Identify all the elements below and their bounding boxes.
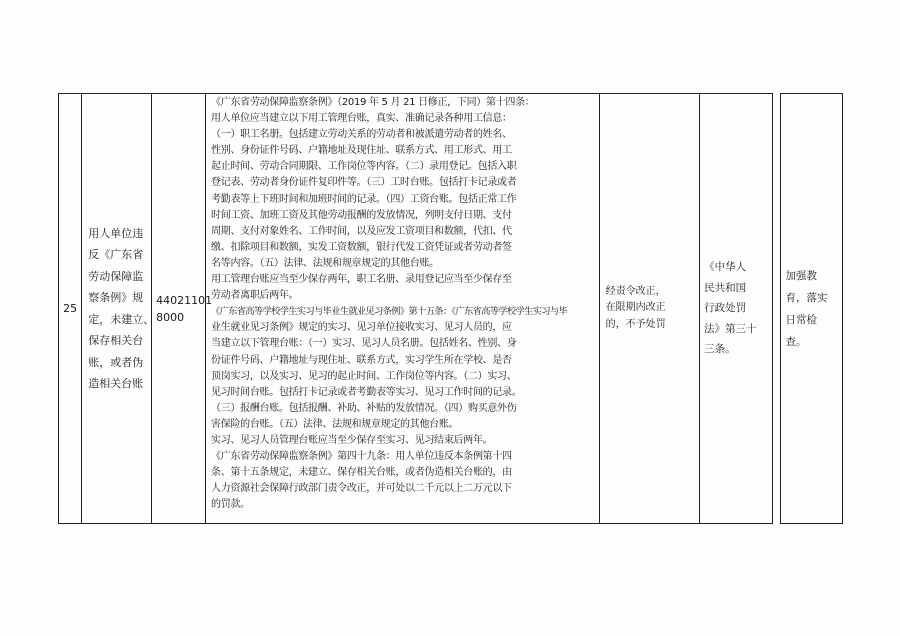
basis-line: 份证件号码、户籍地址与现住址、联系方式，实习学生所在学校、是否 — [211, 354, 512, 366]
basis-line: 考勤表等上下班时间和加班时间的记录。（四）工资台账。包括正常工作 — [211, 193, 517, 205]
item-line: 反《广东省 — [88, 248, 144, 261]
item-line: 察条例》规 — [88, 291, 144, 304]
law-line: 民共和国 — [704, 281, 747, 294]
basis-line: 顶岗实习，以及实习、见习的起止时间、工作岗位等内容。（二）实习、 — [211, 370, 517, 382]
item-line: 造相关台账 — [88, 377, 144, 390]
table-row — [59, 94, 843, 524]
basis-line: 性别、身份证件号码、户籍地址及现住址、联系方式、用工形式、用工 — [211, 145, 512, 157]
basis-line: 起止时间、劳动合同期限、工作岗位等内容。（二）录用登记。包括入职 — [211, 161, 517, 173]
basis-line: 名等内容。（五）法律、法规和规章规定的其他台账。 — [211, 257, 439, 269]
basis-line: 害保险的台账。（五）法律、法规和规章规定的其他台账。 — [211, 418, 459, 430]
basis-line: 条、第十五条规定，未建立、保存相关台账，或者伪造相关台账的，由 — [211, 467, 512, 479]
basis-line: 用工管理台账应当至少保存两年，职工名册、录用登记应当至少保存至 — [211, 274, 512, 286]
basis-line: 周期、支付对象姓名、工作时间，以及应发工资项目和数额，代扣、代 — [211, 225, 512, 237]
basis-line: 劳动者离职后两年。 — [211, 290, 299, 302]
condition-line: 在限期内改正 — [605, 302, 666, 314]
basis-line: （一）职工名册。包括建立劳动关系的劳动者和被派遣劳动者的姓名、 — [211, 129, 512, 141]
legal-basis — [206, 94, 600, 524]
measure-line: 日常检 — [785, 313, 818, 326]
basis-line: 登记表、劳动者身份证件复印件等。（三）工时台账。包括打卡记录或者 — [211, 177, 517, 189]
legal-reference — [700, 94, 773, 524]
basis-line: （三）报酬台账。包括报酬、补助、补贴的发放情况。（四）购买意外伤 — [211, 402, 517, 414]
basis-line: 的罚款。 — [211, 499, 250, 511]
column-gap — [773, 94, 780, 524]
law-line: 三条。 — [704, 343, 736, 356]
item-line: 保存相关台 — [88, 334, 144, 347]
law-line: 行政处罚 — [704, 302, 747, 315]
item-line: 劳动保障监 — [88, 269, 144, 283]
basis-line: 缴、扣除项目和数额，实发工资数额，银行代发工资凭证或者劳动者签 — [211, 241, 512, 253]
basis-line: 当建立以下管理台账：（一）实习、见习人员名册。包括姓名、性别、身 — [211, 338, 517, 350]
basis-line: 用人单位应当建立以下用工管理台账，真实、准确记录各种用工信息： — [211, 113, 512, 125]
item-line: 定，未建立、 — [88, 312, 155, 326]
code-line: 44021101 — [156, 293, 213, 307]
basis-line: 时间工资、加班工资及其他劳动报酬的发放情况，列明支付日期、支付 — [211, 209, 512, 221]
basis-line: 业生就业见习条例》规定的实习、见习单位接收实习、见习人员的，应 — [211, 322, 512, 334]
exemption-condition — [599, 94, 700, 524]
regulation-table — [58, 93, 843, 524]
measure-line: 加强教 — [785, 269, 818, 282]
code-line: 8000 — [156, 310, 185, 324]
supervision-measure — [780, 94, 842, 524]
basis-line: 《广东省高等学校学生实习与毕业生就业见习条例》第十五条：《广东省高等学校学生实习与毕 — [211, 306, 568, 318]
condition-line: 的，不予处罚 — [605, 318, 666, 330]
basis-line: 《广东省劳动保障监察条例》（2019 年 5 月 21 日修正，下同）第十四条： — [211, 97, 535, 108]
law-line: 《中华人 — [704, 261, 747, 274]
basis-line: 《广东省劳动保障监察条例》第四十九条：用人单位违反本条例第十四 — [211, 451, 512, 463]
basis-line: 实习、见习人员管理台账应当至少保存至实习、见习结束后两年。 — [211, 434, 493, 446]
violation-item — [82, 94, 155, 524]
condition-line: 经责令改正， — [605, 285, 666, 297]
measure-line: 育，落实 — [785, 291, 828, 304]
law-line: 法》第三十 — [704, 322, 757, 335]
item-code — [152, 94, 213, 524]
measure-line: 查。 — [785, 335, 807, 348]
basis-line: 人力资源社会保障行政部门责令改正，并可处以二千元以上二万元以下 — [211, 483, 512, 495]
row-number: 25 — [59, 94, 82, 524]
basis-line: 见习时间台账。包括打卡记录或者考勤表等实习、见习工作时间的记录。 — [211, 386, 522, 398]
item-line: 账，或者伪 — [88, 355, 144, 369]
item-line: 用人单位违 — [88, 226, 144, 240]
